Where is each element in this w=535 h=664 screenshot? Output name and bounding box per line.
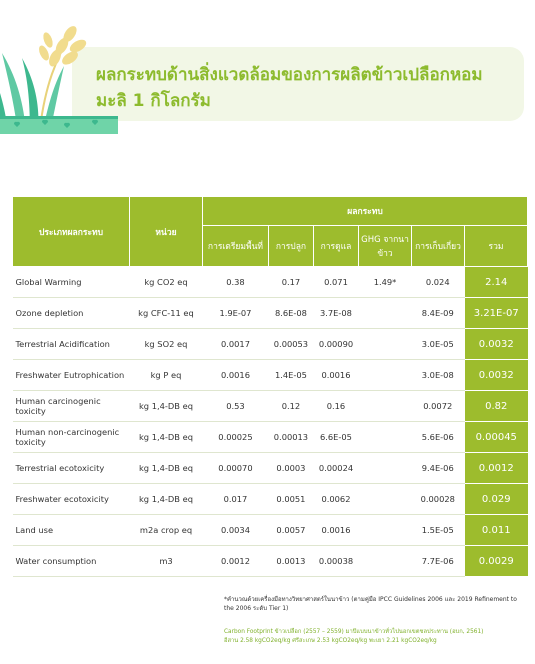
stage-value: 0.38 xyxy=(203,267,269,298)
stage-value: 0.0034 xyxy=(203,515,269,546)
stage-value: 8.6E-08 xyxy=(268,298,313,329)
header-unit: หน่วย xyxy=(130,197,203,267)
impact-category: Human non-carcinogenic toxicity xyxy=(13,422,130,453)
table-row xyxy=(13,391,528,422)
table-row xyxy=(13,546,528,577)
header-stage: การดูแล xyxy=(313,226,358,267)
table-row xyxy=(13,422,528,453)
stage-value: 0.53 xyxy=(203,391,269,422)
total-value: 0.00045 xyxy=(465,422,528,453)
impact-unit: kg SO2 eq xyxy=(130,329,203,360)
stage-value: 0.00025 xyxy=(203,422,269,453)
stage-value xyxy=(359,515,412,546)
stage-value: 8.4E-09 xyxy=(412,298,465,329)
stage-value: 0.0051 xyxy=(268,484,313,515)
impact-category: Terrestrial Acidification xyxy=(13,329,130,360)
impact-category: Global Warming xyxy=(13,267,130,298)
stage-value xyxy=(359,391,412,422)
stage-value: 3.0E-05 xyxy=(412,329,465,360)
stage-value: 0.00038 xyxy=(313,546,358,577)
stage-value: 0.0072 xyxy=(412,391,465,422)
total-value: 0.0032 xyxy=(465,360,528,391)
stage-value: 9.4E-06 xyxy=(412,453,465,484)
header-stage: GHG จากนาข้าว xyxy=(359,226,412,267)
stage-value: 0.00070 xyxy=(203,453,269,484)
impact-category: Freshwater ecotoxicity xyxy=(13,484,130,515)
stage-value: 0.0062 xyxy=(313,484,358,515)
stage-value: 0.0016 xyxy=(313,360,358,391)
total-value: 0.0012 xyxy=(465,453,528,484)
stage-value: 0.17 xyxy=(268,267,313,298)
stage-value: 0.024 xyxy=(412,267,465,298)
page-title xyxy=(96,62,483,114)
carbon-footprint-note xyxy=(224,628,524,646)
stage-value xyxy=(359,329,412,360)
stage-value xyxy=(359,298,412,329)
table-row xyxy=(13,298,528,329)
stage-value xyxy=(359,546,412,577)
stage-value: 1.5E-05 xyxy=(412,515,465,546)
stage-value: 0.071 xyxy=(313,267,358,298)
stage-value xyxy=(359,422,412,453)
stage-value: 7.7E-06 xyxy=(412,546,465,577)
impact-unit: kg CFC-11 eq xyxy=(130,298,203,329)
total-value: 0.0032 xyxy=(465,329,528,360)
impact-category: Water consumption xyxy=(13,546,130,577)
header-stage: การเตรียมพื้นที่ xyxy=(203,226,269,267)
stage-value: 0.00053 xyxy=(268,329,313,360)
header-stage: การเก็บเกี่ยว xyxy=(412,226,465,267)
table-body xyxy=(13,267,528,577)
carbon-note-line-2: อีสาน 2.58 kgCO2eq/kg ศรีสะเกษ 2.53 kgCO2eq/kg พะเยา 2.21 kgCO2eq/kg xyxy=(224,638,437,644)
table-row xyxy=(13,360,528,391)
impact-category: Terrestrial ecotoxicity xyxy=(13,453,130,484)
stage-value xyxy=(359,453,412,484)
stage-value: 0.00090 xyxy=(313,329,358,360)
stage-value: 3.7E-08 xyxy=(313,298,358,329)
header-category: ประเภทผลกระทบ xyxy=(13,197,130,267)
impact-unit: m2a crop eq xyxy=(130,515,203,546)
stage-value: 0.0013 xyxy=(268,546,313,577)
impact-table xyxy=(12,196,528,577)
stage-value: 0.00028 xyxy=(412,484,465,515)
table-row xyxy=(13,329,528,360)
stage-value: 3.0E-08 xyxy=(412,360,465,391)
stage-value: 0.00013 xyxy=(268,422,313,453)
stage-value: 1.4E-05 xyxy=(268,360,313,391)
stage-value: 0.0057 xyxy=(268,515,313,546)
table-row xyxy=(13,515,528,546)
impact-unit: kg 1,4-DB eq xyxy=(130,453,203,484)
total-value: 0.011 xyxy=(465,515,528,546)
title-line-1: ผลกระทบด้านสิ่งแวดล้อมของการผลิตข้าวเปลือกหอม xyxy=(96,65,483,85)
stage-value: 0.0012 xyxy=(203,546,269,577)
total-value: 0.82 xyxy=(465,391,528,422)
table-row xyxy=(13,484,528,515)
stage-value: 1.9E-07 xyxy=(203,298,269,329)
stage-value xyxy=(359,484,412,515)
impact-unit: kg 1,4-DB eq xyxy=(130,422,203,453)
table-row xyxy=(13,453,528,484)
stage-value: 0.00024 xyxy=(313,453,358,484)
total-value: 2.14 xyxy=(465,267,528,298)
stage-value: 5.6E-06 xyxy=(412,422,465,453)
table-row xyxy=(13,267,528,298)
stage-value xyxy=(359,360,412,391)
stage-value: 0.0017 xyxy=(203,329,269,360)
impact-unit: kg 1,4-DB eq xyxy=(130,391,203,422)
header-impact: ผลกระทบ xyxy=(203,197,528,226)
header-total: รวม xyxy=(465,226,528,267)
total-value: 3.21E-07 xyxy=(465,298,528,329)
stage-value: 0.0016 xyxy=(203,360,269,391)
footnote: *คำนวณด้วยเครื่องมือทางวิทยาศาสตร์ในนาข้าว (ตามคู่มือ IPCC Guidelines 2006 และ 2019 Refinement to the 2006 ระดับ Tier 1) xyxy=(224,596,517,612)
stage-value: 0.16 xyxy=(313,391,358,422)
stage-value: 0.017 xyxy=(203,484,269,515)
stage-value: 0.0003 xyxy=(268,453,313,484)
impact-unit: kg P eq xyxy=(130,360,203,391)
impact-unit: kg CO2 eq xyxy=(130,267,203,298)
impact-category: Freshwater Eutrophication xyxy=(13,360,130,391)
stage-value: 1.49* xyxy=(359,267,412,298)
total-value: 0.0029 xyxy=(465,546,528,577)
impact-category: Ozone depletion xyxy=(13,298,130,329)
impact-category: Human carcinogenic toxicity xyxy=(13,391,130,422)
stage-value: 0.12 xyxy=(268,391,313,422)
stage-value: 0.0016 xyxy=(313,515,358,546)
header-stage: การปลูก xyxy=(268,226,313,267)
impact-category: Land use xyxy=(13,515,130,546)
impact-unit: m3 xyxy=(130,546,203,577)
stage-value: 6.6E-05 xyxy=(313,422,358,453)
title-line-2: มะลิ 1 กิโลกรัม xyxy=(96,91,211,111)
impact-unit: kg 1,4-DB eq xyxy=(130,484,203,515)
total-value: 0.029 xyxy=(465,484,528,515)
carbon-note-line-1: Carbon Footprint ข้าวเปลือก (2557 – 2559) มาปีแบบนาข้าวทั่วไปนอกเขตชลประทาน (อบก, 2561) xyxy=(224,629,484,635)
